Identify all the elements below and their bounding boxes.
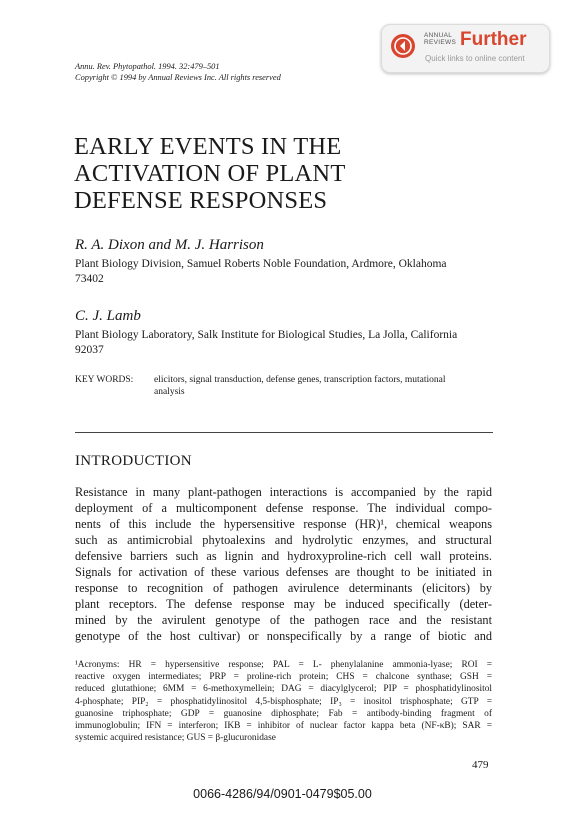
further-tagline: Quick links to online content	[425, 54, 525, 63]
annual-reviews-further-banner[interactable]	[381, 24, 550, 73]
further-brand: Further	[460, 29, 527, 50]
annual-reviews-logo-text: ANNUAL REVIEWS	[424, 32, 457, 46]
footnote-line: reduced glutathione; 6MM = 6-methoxymellein; DAG = diacylglycerol; PIP = phosphatidylinositol	[75, 684, 492, 695]
footnote-line: immunoglobulin; IFN = interferon; IKB = inhibitor of nuclear factor kappa beta (NF-κB); SAR =	[75, 720, 492, 731]
footnote-line: guanosine triphosphate; GDP = guanosine diphosphate; Fab = antibody-binding fragment of	[75, 708, 492, 719]
authors-2: C. J. Lamb	[75, 308, 141, 324]
title-line: DEFENSE RESPONSES	[74, 187, 328, 214]
text-line: mined by the avirulent genotype of the pathogen race and the resistant	[75, 613, 492, 627]
text-line: nents of this include the hypersensitive response (HR)¹, chemical weapons	[75, 517, 492, 531]
section-heading: INTRODUCTION	[75, 453, 192, 469]
text-line: Resistance in many plant-pathogen interactions is accompanied by the rapid	[75, 485, 492, 499]
footnote-line: ¹Acronyms: HR = hypersensitive response; PAL = L- phenylalanine ammonia-lyase; ROI =	[75, 660, 492, 670]
affiliation-2: Plant Biology Laboratory, Salk Institute for Biological Studies, La Jolla, California 92037	[75, 329, 458, 356]
citation-line-1: Annu. Rev. Phytopathol. 1994. 32:479–501	[75, 62, 220, 71]
body-paragraph	[75, 484, 492, 644]
title-line: ACTIVATION OF PLANT	[74, 160, 346, 187]
citation-line-2: Copyright © 1994 by Annual Reviews Inc. All rights reserved	[75, 73, 281, 82]
text-line: genotype of the host cultivar) or nonspecifically by a range of biotic and	[75, 629, 492, 643]
footnote-line: reactive oxygen intermediates; PRP = proline-rich protein; CHS = chalcone synthase; GSH =	[75, 672, 492, 683]
affiliation-1: Plant Biology Division, Samuel Roberts Noble Foundation, Ardmore, Oklahoma 73402	[75, 258, 447, 285]
text-line: such as antimicrobial phytoalexins and hydrolytic enzymes, and structural	[75, 533, 492, 547]
text-line: defensive barriers such as lignin and hydroxyproline-rich cell wall proteins.	[75, 549, 492, 563]
page-number: 479	[472, 759, 489, 771]
footnote-line: systemic acquired resistance; GUS = β-glucuronidase	[75, 733, 276, 744]
text-line: plant receptors. The defense response may be induced specifically (deter-	[75, 597, 492, 611]
article-title	[74, 133, 346, 214]
authors-1: R. A. Dixon and M. J. Harrison	[75, 237, 264, 253]
keywords-label: KEY WORDS:	[75, 375, 134, 385]
title-line: EARLY EVENTS IN THE	[74, 133, 342, 160]
play-arrow-icon	[391, 34, 415, 58]
keywords-list: elicitors, signal transduction, defense genes, transcription factors, mutational analysis	[154, 375, 446, 397]
journal-citation	[75, 61, 281, 83]
section-divider	[75, 432, 493, 433]
text-line: response to recognition of pathogen avirulence determinants (elicitors) by	[75, 581, 492, 595]
document-code: 0066-4286/94/0901-0479$05.00	[193, 787, 372, 801]
text-line: Signals for activation of these various defenses are thought to be initiated in	[75, 565, 492, 579]
footnote	[75, 659, 492, 744]
text-line: deployment of a multicomponent defense response. The individual compo-	[75, 501, 492, 515]
footnote-line: 4-phosphate; PIP₂ = phosphatidylinositol 4,5-bisphosphate; IP₃ = inositol trisphosphate; GTP =	[75, 696, 492, 707]
